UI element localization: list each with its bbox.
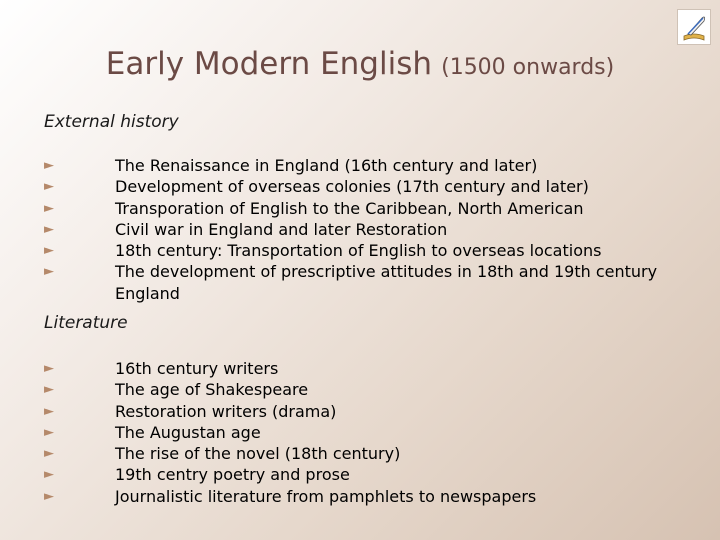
arrow-bullet-icon: ► [44,179,54,195]
arrow-bullet-icon: ► [44,264,54,280]
arrow-bullet-icon: ► [44,382,54,398]
arrow-bullet-icon: ► [44,424,54,440]
arrow-bullet-icon: ► [44,243,54,259]
list-item: ► Civil war in England and later Restoration [44,219,448,239]
list-item: ► 16th century writers [44,359,279,378]
list-item: ► The development of prescriptive attitudes in 18th and 19th century England [44,262,658,303]
section-heading-literature: Literature [44,313,128,333]
arrow-bullet-icon: ► [44,488,54,504]
list-item: ► The Renaissance in England (16th century and later) [44,156,538,175]
section-heading-external-history: External history [44,112,179,132]
arrow-bullet-icon: ► [44,221,54,237]
arrow-bullet-icon: ► [44,158,54,173]
arrow-bullet-icon: ► [44,361,54,376]
quill-and-scroll-icon [677,9,711,45]
arrow-bullet-icon: ► [44,403,54,419]
external-history-list [44,155,684,304]
list-item: ► The Augustan age [44,422,261,442]
arrow-bullet-icon: ► [44,467,54,483]
title-main: Early Modern English [105,46,433,82]
literature-list [44,358,684,507]
arrow-bullet-icon: ► [44,446,54,462]
list-item: ► Journalistic literature from pamphlets to newspapers [44,486,537,506]
list-item: ► Development of overseas colonies (17th century and later) [44,177,589,197]
list-item: ► 19th centry poetry and prose [44,465,350,485]
slide-title [0,46,720,82]
list-item: ► The rise of the novel (18th century) [44,444,401,464]
arrow-bullet-icon: ► [44,200,54,216]
list-item: ► Restoration writers (drama) [44,401,337,421]
list-item: ► 18th century: Transportation of English to overseas locations [44,241,602,261]
title-subtitle: (1500 onwards) [441,55,615,80]
list-item: ► Transporation of English to the Caribbean, North American [44,198,584,218]
list-item: ► The age of Shakespeare [44,380,309,400]
